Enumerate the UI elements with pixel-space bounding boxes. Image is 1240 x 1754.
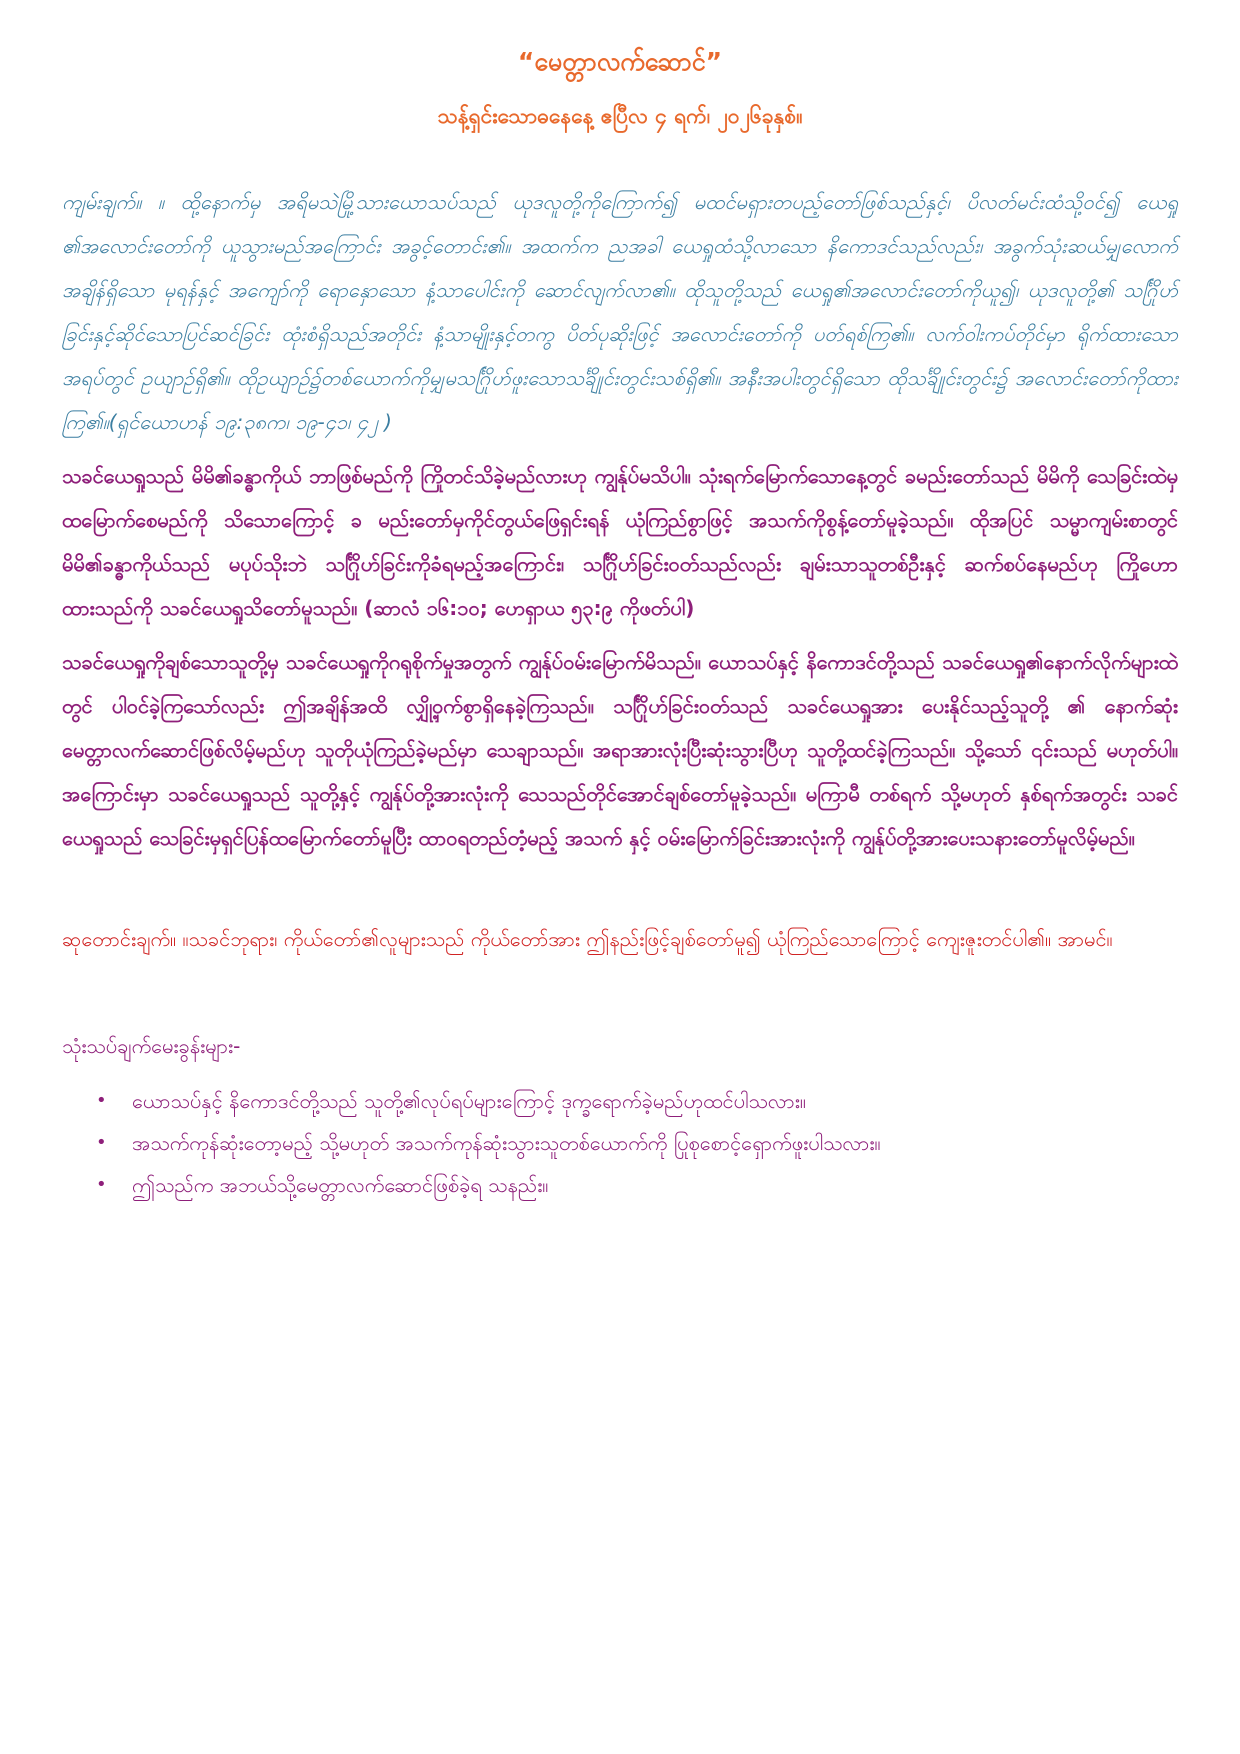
question-text: အသက်ကုန်ဆုံးတော့မည့် သို့မဟုတ် အသက်ကုန်ဆုံးသွားသူတစ်ယောက်ကို ပြုစုစောင့်ရှောက်ဖူးပါသလား။ (132, 1131, 881, 1155)
reflection-paragraph-1: သခင်ယေရှုသည် မိမိ၏ခန္ဓာကိုယ် ဘာဖြစ်မည်ကို ကြိုတင်သိခဲ့မည်လားဟု ကျွန်ုပ်မသိပါ။ သုံးရက်မြောက်သောနေ့တွင် ခမည်းတော်သည် မိမိကို သေခြင်းထဲမှ ထမြောက်စေမည်ကို သိသောကြောင့် ခ မည်းတော်မှကိုင်တွယ်ဖြေရှင်းရန် ယုံကြည်စွာဖြင့် အသက်ကိုစွန့်တော်မူခဲ့သည်။ ထိုအပြင် သမ္မာကျမ်းစာတွင် မိမိ၏ခန္ဓာကိုယ်သည် မပုပ်သိုးဘဲ သင်္ဂြိုဟ်ခြင်းကိုခံရမည့်အကြောင်း၊ သင်္ဂြိုဟ်ခြင်းဝတ်သည်လည်း ချမ်းသာသူတစ်ဦးနှင့် ဆက်စပ်နေမည်ဟု ကြိုဟောထားသည်ကို သခင်ယေရှုသိတော်မူသည်။ (ဆာလံ ၁၆:၁၀; ဟေရှာယ ၅၃:၉ ကိုဖတ်ပါ) (62, 464, 1178, 620)
bullet-icon: • (96, 1174, 107, 1195)
scripture-passage: ကျမ်းချက်။ ။ ထို့နောက်မှ အရိမသဲမြို့သားယောသပ်သည် ယုဒလူတို့ကိုကြောက်၍ မထင်မရှားတပည့်တော်ဖြစ်သည်နှင့်၊ ပိလတ်မင်းထံသို့ဝင်၍ ယေရှု ၏အလောင်းတော်ကို ယူသွားမည်အကြောင်း အခွင့်တောင်း၏။ အထက်က ညအခါ ယေရှုထံသို့လာသော နိကောဒင်သည်လည်း၊ အခွက်သုံးဆယ်မျှလောက်အချိန်ရှိသော မုရန်နှင့် အကျော်ကို ရောနှောသော နံ့သာပေါင်းကို ဆောင်လျက်လာ၏။ ထိုသူတို့သည် ယေရှု၏အလောင်းတော်ကိုယူ၍၊ ယုဒလူတို့၏ သင်္ဂြိုဟ်ခြင်းနှင့်ဆိုင်သောပြင်ဆင်ခြင်း ထုံးစံရှိသည်အတိုင်း နံ့သာမျိုးနှင့်တကွ ပိတ်ပုဆိုးဖြင့် အလောင်းတော်ကို ပတ်ရစ်ကြ၏။ လက်ဝါးကပ်တိုင်မှာ ရိုက်ထားသောအရပ်တွင် ဥယျာဉ်ရှိ၏။ ထိုဥယျာဉ်၌တစ်ယောက်ကိုမျှမသင်္ဂြိုဟ်ဖူးသောသင်္ချိုင်းတွင်းသစ်ရှိ၏။ အနီးအပါးတွင်ရှိသော ထိုသင်္ချိုင်းတွင်း၌ အလောင်းတော်ကိုထားကြ၏။(ရှင်ယောဟန် ၁၉:၃၈က၊ ၁၉-၄၁၊ ၄၂ ) (62, 190, 1178, 434)
question-text: ယောသပ်နှင့် နိကောဒင်တို့သည် သူတို့၏လုပ်ရပ်များကြောင့် ဒုက္ခရောက်ခဲ့မည်ဟုထင်ပါသလား။ (132, 1089, 806, 1113)
page-title: “မေတ္တာလက်ဆောင်” (517, 47, 723, 76)
bullet-icon: • (96, 1132, 107, 1153)
reflection-paragraph-2: သခင်ယေရှုကိုချစ်သောသူတို့မှ သခင်ယေရှုကိုဂရုစိုက်မှုအတွက် ကျွန်ုပ်ဝမ်းမြောက်မိသည်။ ယောသပ်နှင့် နိကောဒင်တို့သည် သခင်ယေရှု၏နောက်လိုက်များထဲတွင် ပါဝင်ခဲ့ကြသော်လည်း ဤအချိန်အထိ လျှို့ဝှက်စွာရှိနေခဲ့ကြသည်။ သင်္ဂြိုဟ်ခြင်းဝတ်သည် သခင်ယေရှုအား ပေးနိုင်သည့်သူတို့ ၏ နောက်ဆုံးမေတ္တာလက်ဆောင်ဖြစ်လိမ့်မည်ဟု သူတိုယုံကြည်ခဲ့မည်မှာ သေချာသည်။ အရာအားလုံးပြီးဆုံးသွားပြီဟု သူတို့ထင်ခဲ့ကြသည်။ သို့သော် ၎င်းသည် မဟုတ်ပါ။ အကြောင်းမှာ သခင်ယေရှုသည် သူတို့နှင့် ကျွန်ုပ်တို့အားလုံးကို သေသည်တိုင်အောင်ချစ်တော်မူခဲ့သည်။ မကြာမီ တစ်ရက် သို့မဟုတ် နှစ်ရက်အတွင်း သခင်ယေရှုသည် သေခြင်းမှရှင်ပြန်ထမြောက်တော်မူပြီး ထာဝရတည်တံ့မည့် အသက် နှင့် ဝမ်းမြောက်ခြင်းအားလုံးကို ကျွန်ုပ်တို့အားပေးသနားတော်မူလိမ့်မည်။ (62, 650, 1178, 850)
question-item (96, 1122, 1178, 1164)
question-item (96, 1164, 1178, 1206)
questions-heading: သုံးသပ်ချက်မေးခွန်းများ- (62, 1034, 241, 1058)
question-text: ဤသည်က အဘယ်သို့မေတ္တာလက်ဆောင်ဖြစ်ခဲ့ရ သနည်း။ (132, 1173, 549, 1197)
questions-list (62, 1080, 1178, 1206)
prayer-paragraph: ဆုတောင်းချက်။ ။သခင်ဘုရား၊ ကိုယ်တော်၏လူများသည် ကိုယ်တော်အား ဤနည်းဖြင့်ချစ်တော်မူ၍ ယုံကြည်သောကြောင့် ကျေးဇူးတင်ပါ၏။ အာမင်။ (62, 927, 1113, 951)
date-subtitle: သန့်ရှင်းသောဓနေနေ့ ဧပြီလ ၄ ရက်၊ ၂၀၂၆ခုနှစ်။ (437, 104, 803, 128)
bullet-icon: • (96, 1090, 107, 1111)
question-item (96, 1080, 1178, 1122)
